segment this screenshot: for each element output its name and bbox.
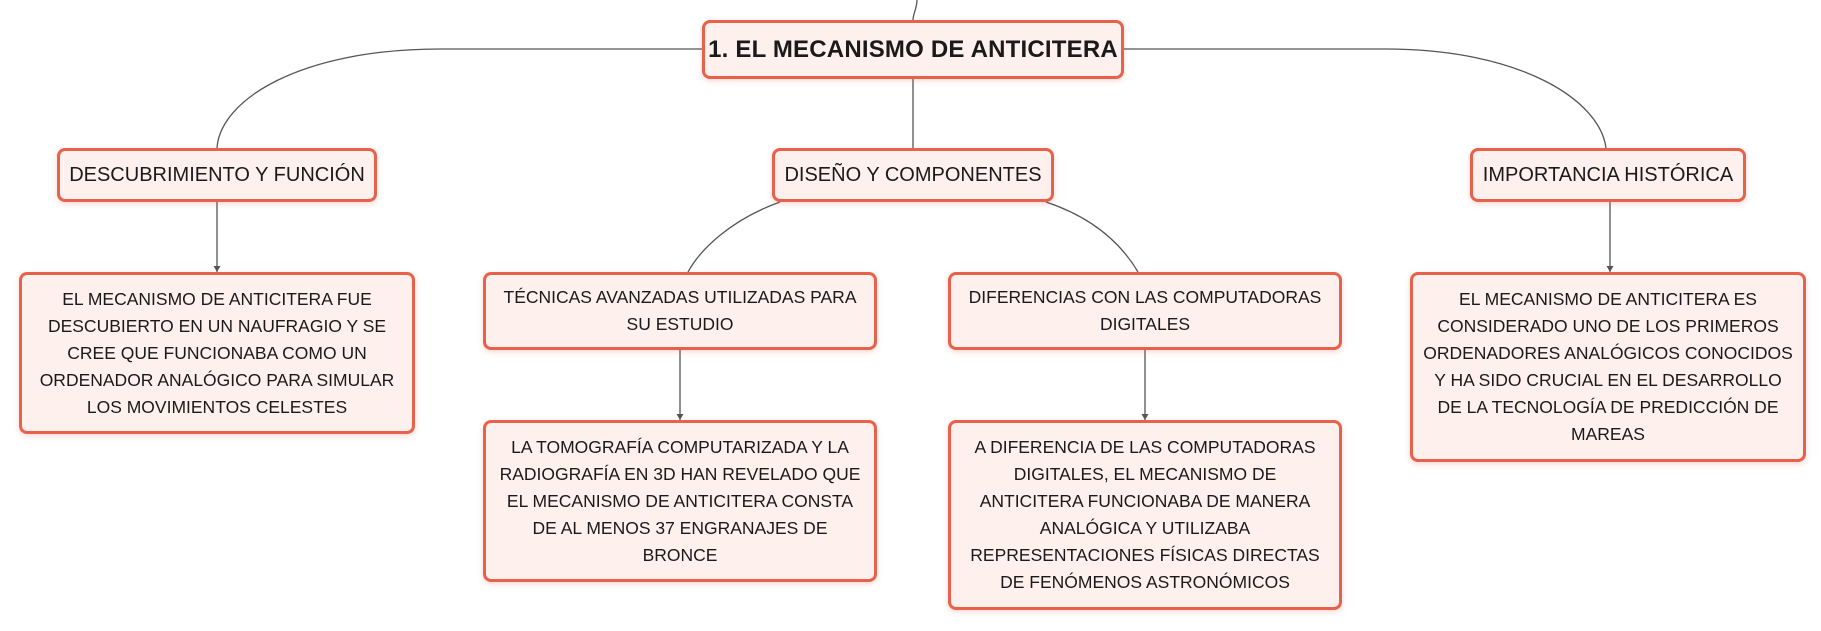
branch-discovery-node[interactable]: [57, 148, 377, 202]
differences-text: DIFERENCIAS CON LAS COMPUTADORAS DIGITALES: [968, 287, 1322, 334]
connector-parent-top: [913, 0, 917, 20]
branch-importance-node[interactable]: [1470, 148, 1746, 202]
techniques-node[interactable]: [483, 272, 877, 350]
importance-detail-node[interactable]: [1410, 272, 1806, 462]
connector-design-to-techniques: [688, 202, 780, 272]
techniques-detail-node[interactable]: [483, 420, 877, 582]
connector-root-to-importance: [1124, 49, 1606, 148]
branch-design-node[interactable]: [772, 148, 1054, 202]
root-node[interactable]: [702, 20, 1124, 79]
importance-detail-text: EL MECANISMO DE ANTICITERA ES CONSIDERADO UNO DE LOS PRIMEROS ORDENADORES ANALÓGICOS CONOCIDOS Y HA SIDO CRUCIAL EN EL DESARROLLO DE LA TECNOLOGÍA DE PREDICCIÓN DE MAREAS: [1423, 289, 1793, 444]
differences-detail-node[interactable]: [948, 420, 1342, 610]
root-title: 1. EL MECANISMO DE ANTICITERA: [708, 35, 1118, 63]
branch-discovery-title: DESCUBRIMIENTO Y FUNCIÓN: [69, 163, 365, 186]
discovery-detail-text: EL MECANISMO DE ANTICITERA FUE DESCUBIERTO EN UN NAUFRAGIO Y SE CREE QUE FUNCIONABA COMO UN ORDENADOR ANALÓGICO PARA SIMULAR LOS MOVIMIENTOS CELESTES: [39, 288, 395, 417]
differences-detail-text: A DIFERENCIA DE LAS COMPUTADORAS DIGITALES, EL MECANISMO DE ANTICITERA FUNCIONABA DE MANERA ANALÓGICA Y UTILIZABA REPRESENTACIONES FÍSICAS DIRECTAS DE FENÓMENOS ASTRONÓMICOS: [970, 437, 1320, 592]
connector-root-to-discovery: [217, 49, 702, 148]
differences-node[interactable]: [948, 272, 1342, 350]
techniques-text: TÉCNICAS AVANZADAS UTILIZADAS PARA SU ESTUDIO: [503, 287, 857, 334]
techniques-detail-text: LA TOMOGRAFÍA COMPUTARIZADA Y LA RADIOGRAFÍA EN 3D HAN REVELADO QUE EL MECANISMO DE ANTICITERA CONSTA DE AL MENOS 37 ENGRANAJES DE BRONCE: [499, 436, 861, 565]
discovery-detail-node[interactable]: [19, 272, 415, 434]
branch-design-title: DISEÑO Y COMPONENTES: [784, 163, 1042, 186]
branch-importance-title: IMPORTANCIA HISTÓRICA: [1482, 163, 1734, 186]
connector-design-to-differences: [1046, 202, 1138, 272]
